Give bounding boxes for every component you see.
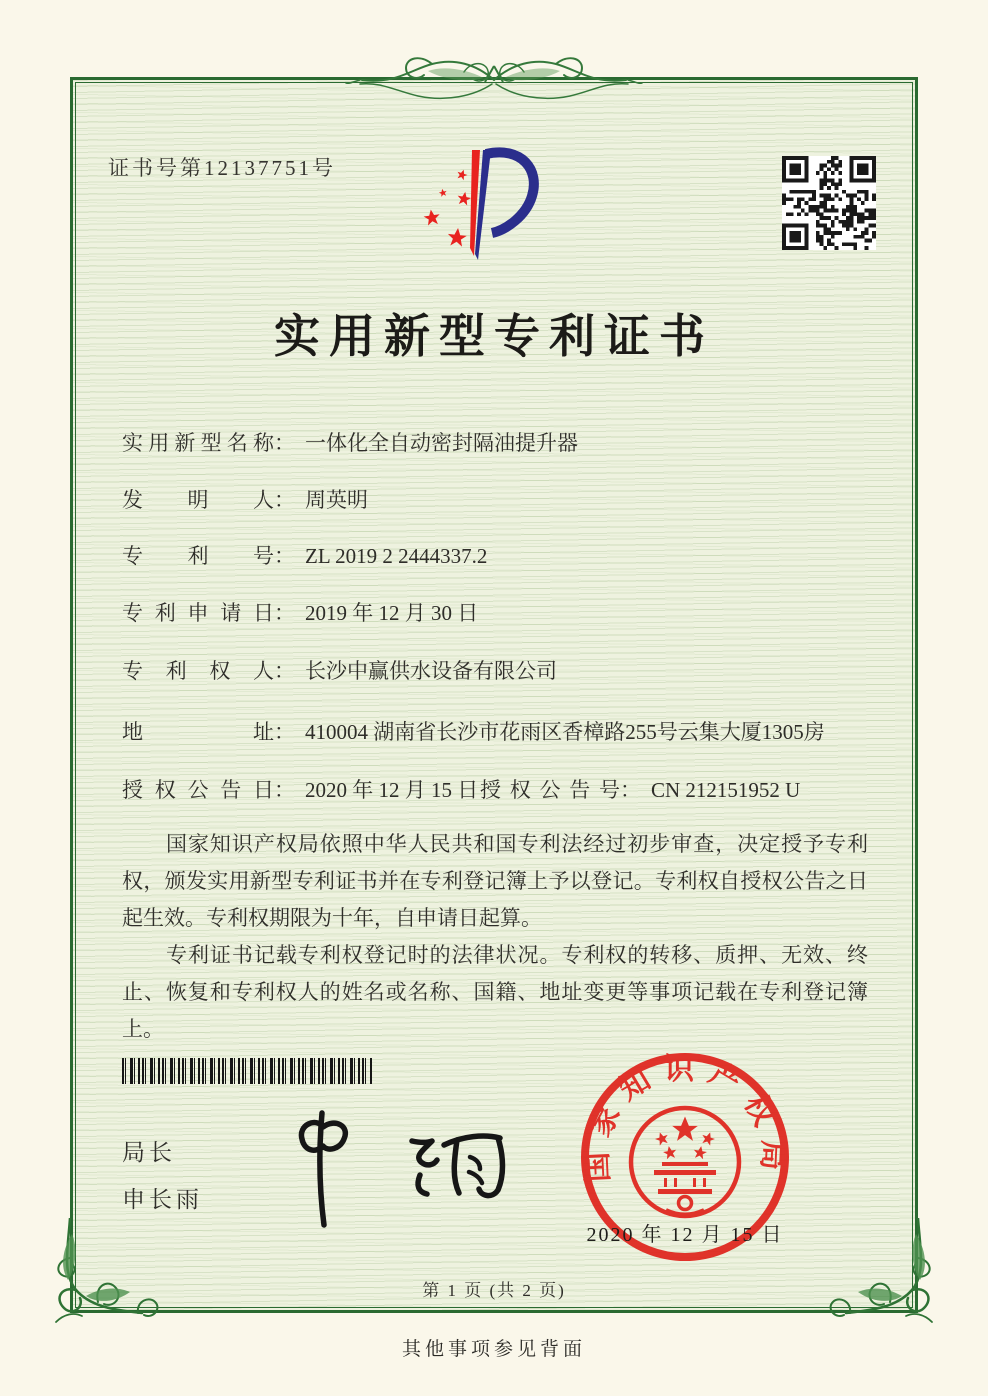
- qr-code: [782, 156, 876, 250]
- field-row-address: [122, 716, 825, 746]
- commissioner-role: 局长: [122, 1140, 176, 1165]
- field-colon: ：: [274, 778, 295, 802]
- barcode: [122, 1058, 372, 1084]
- field-colon: ：: [274, 544, 295, 568]
- field-value: 周英明: [305, 488, 368, 512]
- legal-paragraph: 国家知识产权局依照中华人民共和国专利法经过初步审查，决定授予专利权，颁发实用新型专利证书并在专利登记簿上予以登记。专利权自授权公告之日起生效。专利权期限为十年，自申请日起算。: [122, 832, 868, 930]
- national-emblem-icon: [631, 1108, 739, 1216]
- field-label: 授权公告号: [480, 778, 620, 802]
- field-row-inventor: [122, 484, 368, 514]
- field-label: 发明人: [122, 488, 274, 512]
- logo-stars-icon: [423, 168, 472, 247]
- field-colon: ：: [620, 778, 641, 802]
- field-value: 一体化全自动密封隔油提升器: [305, 431, 578, 455]
- seal-date: 2020 年 12 月 15 日: [586, 1224, 784, 1246]
- field-value: 2019 年 12 月 30 日: [305, 601, 479, 625]
- field-value: 410004 湖南省长沙市花雨区香樟路255号云集大厦1305房: [305, 720, 825, 744]
- signature-script: [262, 1105, 507, 1235]
- field-row-name: [122, 427, 578, 457]
- field-row-grant: [122, 774, 478, 804]
- commissioner-name: 申长雨: [122, 1187, 203, 1212]
- field-label: 专利权人: [122, 659, 274, 683]
- field-label: 授权公告日: [122, 778, 274, 802]
- cnipa-logo-icon: [408, 144, 568, 268]
- top-flourish-ornament: [344, 50, 644, 120]
- field-colon: ：: [274, 659, 295, 683]
- field-label: 专利号: [122, 544, 274, 568]
- page-indicator: 第 1 页 (共 2 页): [422, 1281, 566, 1300]
- field-value: 长沙中赢供水设备有限公司: [305, 659, 557, 683]
- field-row-patentee: [122, 655, 557, 685]
- field-label: 专利申请日: [122, 601, 274, 625]
- legal-paragraph: 专利证书记载专利权登记时的法律状况。专利权的转移、质押、无效、终止、恢复和专利权人的姓名或名称、国籍、地址变更等事项记载在专利登记簿上。: [122, 943, 868, 1041]
- field-colon: ：: [274, 720, 295, 744]
- field-row-patent-number: [122, 540, 487, 570]
- field-row-filing-date: [122, 597, 478, 627]
- field-colon: ：: [274, 601, 295, 625]
- field-label: 地址: [122, 720, 274, 744]
- field-label: 实用新型名称: [122, 431, 274, 455]
- certificate-number: 证书号第12137751号: [108, 156, 336, 180]
- seal-org-text: 国家知识产权局: [580, 1053, 790, 1183]
- field-value: 2020 年 12 月 15 日: [305, 778, 479, 802]
- field-colon: ：: [274, 431, 295, 455]
- certificate-title: 实用新型专利证书: [274, 311, 714, 362]
- field-row-grant-number: [480, 774, 800, 804]
- legal-text: [122, 826, 868, 1048]
- back-note: 其他事项参见背面: [401, 1339, 586, 1360]
- field-colon: ：: [274, 488, 295, 512]
- field-value: ZL 2019 2 2444337.2: [305, 544, 488, 568]
- field-value: CN 212151952 U: [651, 778, 801, 802]
